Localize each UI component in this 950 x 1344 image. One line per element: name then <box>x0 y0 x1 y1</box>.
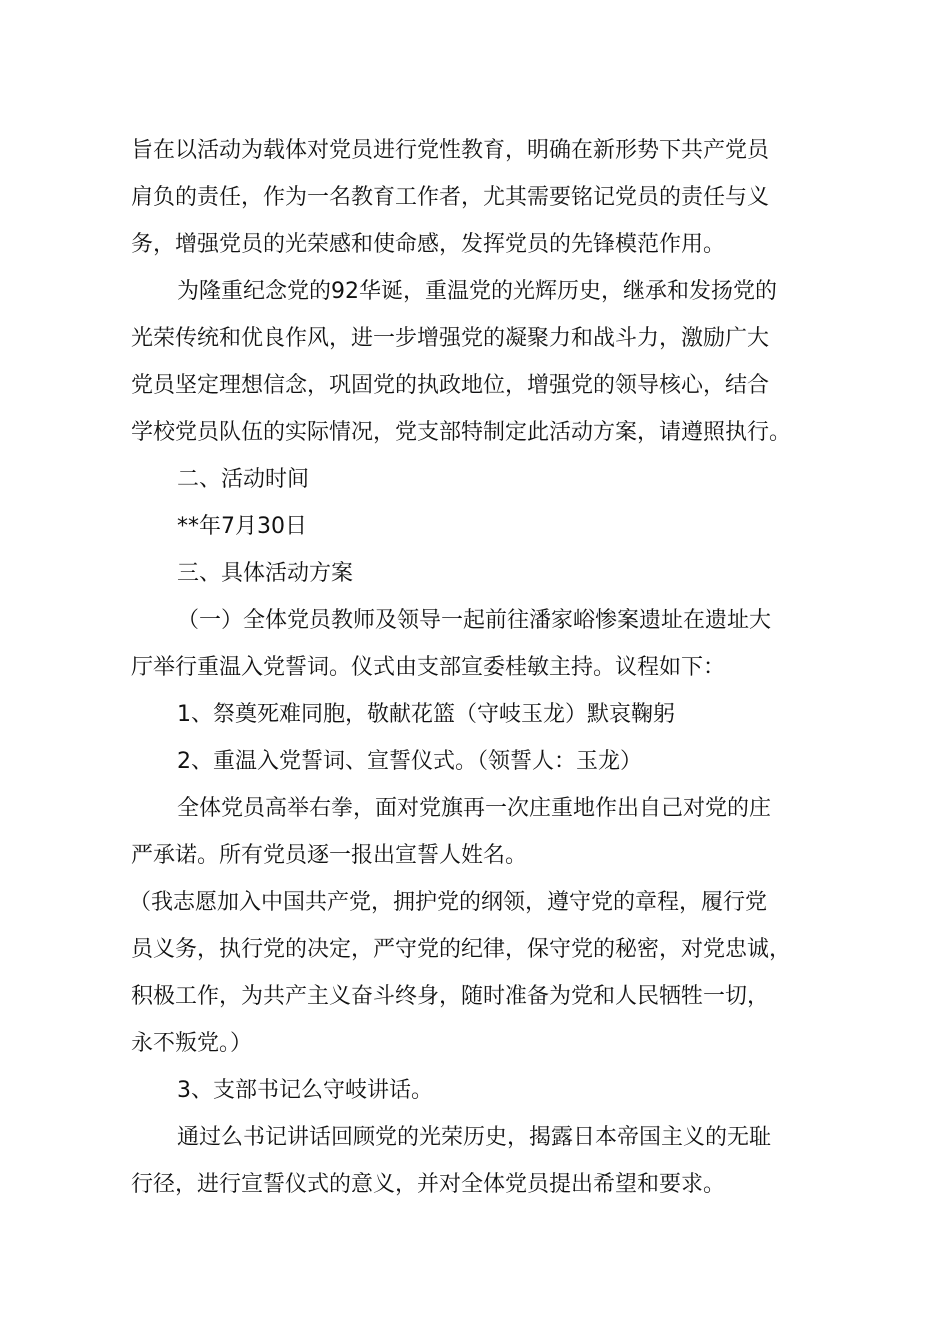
text-line: 严承诺。所有党员逐一报出宣誓人姓名。 <box>131 843 528 868</box>
document-body <box>131 127 831 1208</box>
text-line: 旨在以活动为载体对党员进行党性教育，明确在新形势下共产党员 <box>131 138 770 163</box>
agenda-item: 3、支部书记么守岐讲话。 <box>177 1078 433 1103</box>
text-line: 行径，进行宣誓仪式的意义，并对全体党员提出希望和要求。 <box>131 1172 726 1197</box>
text-line: 学校党员队伍的实际情况，党支部特制定此活动方案，请遵照执行。 <box>131 420 792 445</box>
text-line: 为隆重纪念党的92华诞，重温党的光辉历史，继承和发扬党的 <box>177 279 777 304</box>
oath-text-line: （我志愿加入中国共产党，拥护党的纲领，遵守党的章程，履行党 <box>129 890 768 915</box>
text-line: （一）全体党员教师及领导一起前往潘家峪惨案遗址在遗址大 <box>177 608 772 633</box>
oath-text-line: 积极工作，为共产主义奋斗终身，随时准备为党和人民牺牲一切， <box>131 984 770 1009</box>
section-heading: 二、活动时间 <box>177 467 310 492</box>
text-line: 通过么书记讲话回顾党的光荣历史，揭露日本帝国主义的无耻 <box>177 1125 772 1150</box>
oath-text-line: 永不叛党。） <box>131 1031 253 1056</box>
agenda-item: 1、祭奠死难同胞，敬献花篮（守岐玉龙）默哀鞠躬 <box>177 702 675 727</box>
text-line: 厅举行重温入党誓词。仪式由支部宣委桂敏主持。议程如下： <box>131 655 726 680</box>
oath-text-line: 员义务，执行党的决定，严守党的纪律，保守党的秘密，对党忠诚， <box>131 937 792 962</box>
text-line: 党员坚定理想信念，巩固党的执政地位，增强党的领导核心，结合 <box>131 373 770 398</box>
activity-date: **年7月30日 <box>177 514 307 539</box>
text-line: 肩负的责任，作为一名教育工作者，尤其需要铭记党员的责任与义 <box>131 185 770 210</box>
agenda-item: 2、重温入党誓词、宣誓仪式。（领誓人：玉龙） <box>177 749 642 774</box>
text-line: 全体党员高举右拳，面对党旗再一次庄重地作出自己对党的庄 <box>177 796 772 821</box>
text-line: 光荣传统和优良作风，进一步增强党的凝聚力和战斗力，激励广大 <box>131 326 770 351</box>
text-line: 务，增强党员的光荣感和使命感，发挥党员的先锋模范作用。 <box>131 232 726 257</box>
section-heading: 三、具体活动方案 <box>177 561 354 586</box>
